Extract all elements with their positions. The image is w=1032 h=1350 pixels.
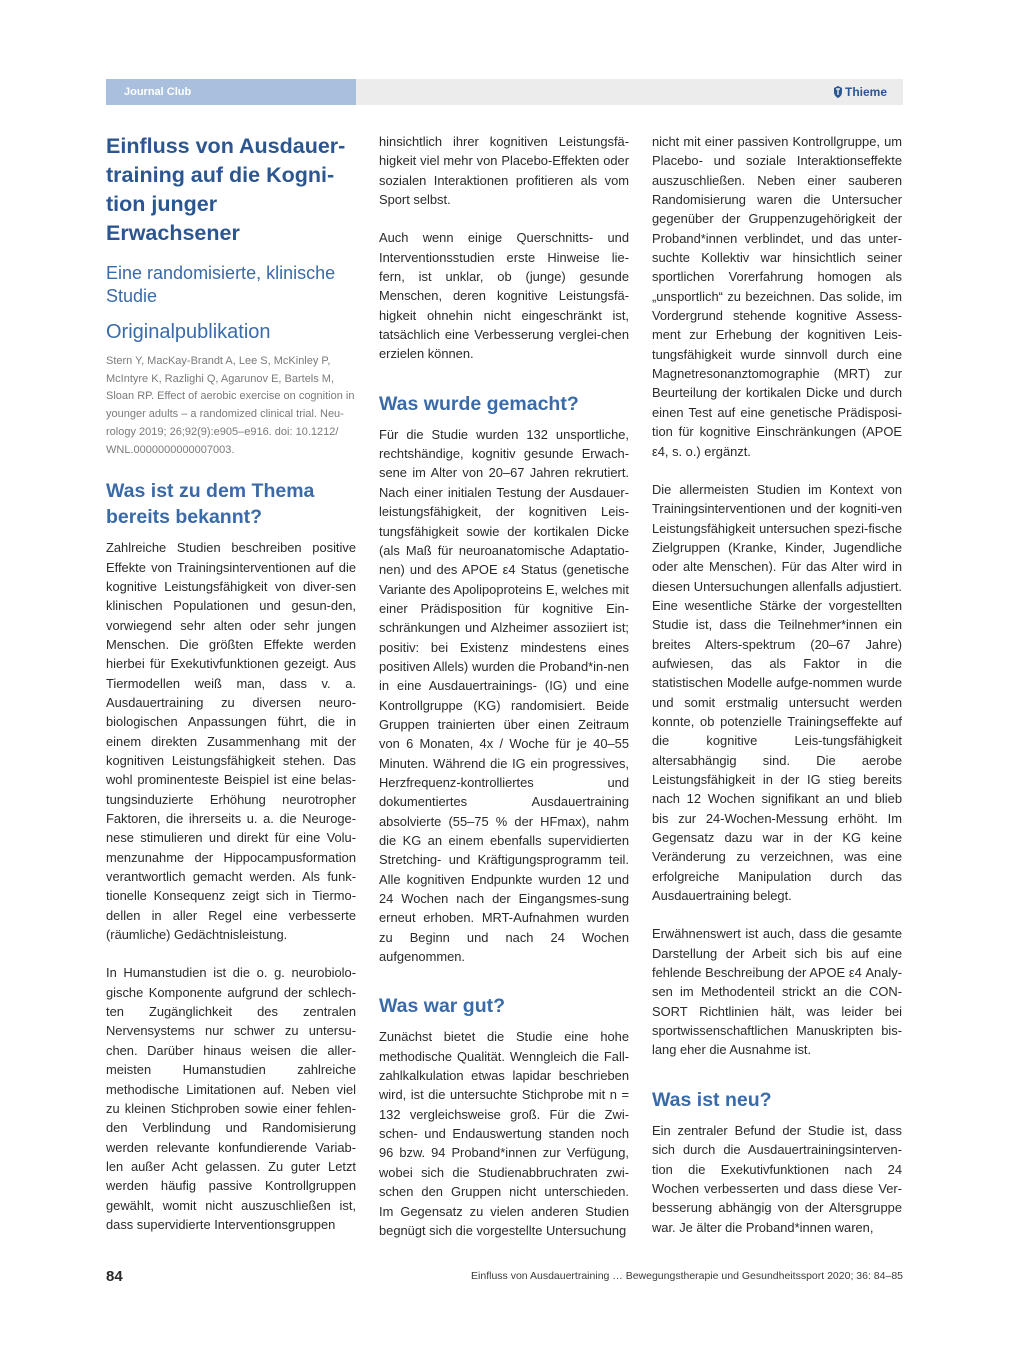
paragraph-good-2: nicht mit einer passiven Kontrollgruppe, um Placebo- und soziale Interaktionseffekte auszuschließen. Neben einer sauberen Randomisierung waren die Untersucher gegenüber der Gruppenzugehörigkeit der Proband*innen verblindet, und das unter-suchte Kollektiv war hinsichtlich seiner sportlichen Vorerfahrung homogen als „unsportlich“ zu bezeichnen. Das solide, im Vordergrund stehende kognitive Assess-ment zur Erhebung der kognitiven Leis-tungsfähigkeit wurde sinnvoll durch eine Magnetresonanztomographie (MRT) zur Beurteilung der kortikalen Dicke und durch einen Test auf eine genetische Prädisposi-tion für kognitive Einschränkungen (APOE ε4, s. o.) ergänzt. — [652, 134, 902, 459]
journal-club-banner — [106, 79, 356, 105]
reference-citation: Stern Y, MacKay-Brandt A, Lee S, McKinley P, McIntyre K, Razlighi Q, Agarunov E, Bartels M, Sloan RP. Effect of aerobic exercise on cognition in younger adults – a randomized clinical trial. Neu-rology 2019; 26;92(9):e905–e916. doi: 10.1212/ WNL.0000000000007003. — [106, 355, 355, 456]
column-1 — [106, 132, 356, 1234]
footer-citation: Einfluss von Ausdauertraining … Bewegungstherapie und Gesundheitssport 2020; 36: 84–85 — [471, 1270, 903, 1282]
paragraph-known-4: Auch wenn einige Querschnitts- und Interventionsstudien erste Hinweise lie-fern, ist unklar, ob (junge) gesunde Menschen, deren kognitive Leistungsfä-higkeit ohnehin nicht eingeschränkt ist, tatsächlich eine Verbesserung verglei-chen erzielen können. — [379, 230, 629, 362]
paragraph-known-2: In Humanstudien ist die o. g. neurobiolo-gische Komponente aufgrund der schlech-ten Zugänglichkeit des zentralen Nervensystems nur schwer zu untersu-chen. Darüber hinaus weisen die aller-meisten Humanstudien zahlreiche methodische Limitationen auf. Neben viel zu kleinen Stichproben sowie einer fehlen-den Verblindung und Randomisierung werden relevante konfundierende Variab-len außer Acht gelassen. Zu guter Letzt werden häufig passive Kontrollgruppen gewählt, womit nicht auszuschließen ist, dass supervidierte Interventionsgruppen — [106, 965, 356, 1232]
publisher-name: Thieme — [844, 85, 887, 99]
heading-new: Was ist neu? — [652, 1088, 772, 1111]
heading-done: Was wurde gemacht? — [379, 392, 579, 415]
paragraph-good-3: Die allermeisten Studien im Kontext von Trainingsinterventionen und der kogniti-ven Leistungsfähigkeit untersuchen spezi-fische Zielgruppen (Kranke, Kinder, Jugendliche oder alte Menschen). Für das Alter wird in diesen Untersuchungen allenfalls adjustiert. Eine wesentliche Stärke der vorgestellten Studie ist, dass die Teilnehmer*innen ein breites Alters-spektrum (20–67 Jahre) aufwiesen, das als Faktor in die statistischen Modelle aufge-nommen wurde und somit erstmalig untersucht werden konnte, ob potenzielle Trainingseffekte auf die kognitive Leis-tungsfähigkeit altersabhängig sind. Die aerobe Leistungsfähigkeit in der IG stieg bereits nach 12 Wochen signifikant an und blieb bis zur 24-Wochen-Messung erhöht. Im Gegensatz dazu war in der KG keine Veränderung zu verzeichnen, was eine erfolgreiche Manipulation durch das Ausdauertraining belegt. — [652, 481, 902, 904]
thieme-logo-icon — [833, 86, 843, 98]
publisher-banner — [356, 79, 903, 105]
section-label: Journal Club — [124, 86, 192, 98]
paragraph-known-3: hinsichtlich ihrer kognitiven Leistungsfä-higkeit viel mehr von Placebo-Effekten oder sozialen Interaktionen profitieren als vom Sport selbst. — [379, 134, 629, 208]
paragraph-done-1: Für die Studie wurden 132 unsportliche, rechtshändige, kognitiv gesunde Erwach-sene im Alter von 20–67 Jahren rekrutiert. Nach einer initialen Testung der Ausdauer-leistungsfähigkeit, der kognitiven Leis-tungsfähigkeit sowie der kortikalen Dicke (als Maß für neuroanatomische Adaptatio-nen) und des APOE ε4 Status (genetische Variante des Apolipoproteins E, welches mit einer Prädisposition für kognitive Ein-schränkungen und Alzheimer assoziiert ist; positiv: bei Existenz mindestens eines positiven Allels) wurden die Proband*in-nen in eine Ausdauertrainings- (IG) und eine Kontrollgruppe (KG) randomisiert. Beide Gruppen trainierten über einen Zeitraum von 6 Monaten, 4x / Woche für je 40–55 Minuten. Während die IG ein progressives, Herzfrequenz-kontrolliertes und dokumentiertes Ausdauertraining absolvierte (55–75 % der HFmax), nahm die KG an einem ebenfalls supervidierten Stretching- und Kräftigungsprogramm teil. Alle kognitiven Endpunkte wurden 12 und 24 Wochen nach der Eingangsmes-sung erneut erhoben. MRT-Aufnahmen wurden zu Beginn und nach 24 Wochen aufgenommen. — [379, 426, 629, 965]
paragraph-new-1: Ein zentraler Befund der Studie ist, dass sich durch die Ausdauertrainingsinterven-tion die Exekutivfunktionen nach 24 Wochen verbesserten und dass diese Ver-besserung abhängig von der Altersgruppe war. Je älter die Proband*innen waren, — [652, 1122, 902, 1235]
heading-known: Was ist zu dem Thema bereits bekannt? — [106, 480, 315, 529]
paragraph-good-4: Erwähnenswert ist auch, dass die gesamte Darstellung der Arbeit sich bis auf eine fehlende Beschreibung der APOE ε4 Analy-sen im Methodenteil strickt an die CON-SORT Richtlinien hält, was leider bei sportwissenschaftlichen Manuskripten bis-lang eher die Ausnahme ist. — [652, 926, 902, 1058]
paragraph-good-1: Zunächst bietet die Studie eine hohe methodische Qualität. Wenngleich die Fall-zahlkalkulation etwas lapidar beschrieben wird, ist die untersuchte Stichprobe mit n = 132 vergleichsweise groß. Für die Zwi-schen- und Endauswertung standen noch 96 bzw. 94 Proband*innen zur Verfügung, wobei sich die Studienabbruchraten zwi-schen den Gruppen nicht unterschieden. Im Gegensatz zu vielen anderen Studien begnügt sich die vorgestellte Untersuchung — [379, 1029, 629, 1238]
article-title: Einfluss von Ausdauer-training auf die Kogni-tion junger Erwachsener — [106, 134, 346, 245]
article-subtitle: Eine randomisierte, klinische Studie — [106, 263, 336, 306]
paragraph-known-1: Zahlreiche Studien beschreiben positive Effekte von Trainingsinterventionen auf die kognitive Leistungsfähigkeit von diver-sen klinischen Populationen und gesun-den, vorwiegend sehr alten oder sehr jungen Menschen. Die größten Effekte werden hierbei für Exekutivfunktionen gezeigt. Aus Tiermodellen weiß man, dass v. a. Ausdauertraining zu diversen neuro-biologischen Anpassungen führt, die in einem direkten Zusammenhang mit der kognitiven Leistungsfähigkeit stehen. Das wohl prominenteste Beispiel ist eine belas-tungsinduzierte Erhöhung neurotropher Faktoren, die ihrerseits u. a. die Neuroge-nese stimulieren und direkt für eine Volu-menzunahme der Hippocampusformation verantwortlich gemacht werden. Als funk-tionelle Konsequenz zeigt sich in Tiermo-dellen in aller Regel eine verbesserte (räumliche) Gedächtnisleistung. — [106, 540, 356, 943]
page-number: 84 — [106, 1268, 123, 1285]
column-2 — [379, 132, 629, 1240]
heading-good: Was war gut? — [379, 995, 506, 1018]
column-3 — [652, 132, 902, 1237]
original-publication-label: Originalpublikation — [106, 321, 271, 343]
